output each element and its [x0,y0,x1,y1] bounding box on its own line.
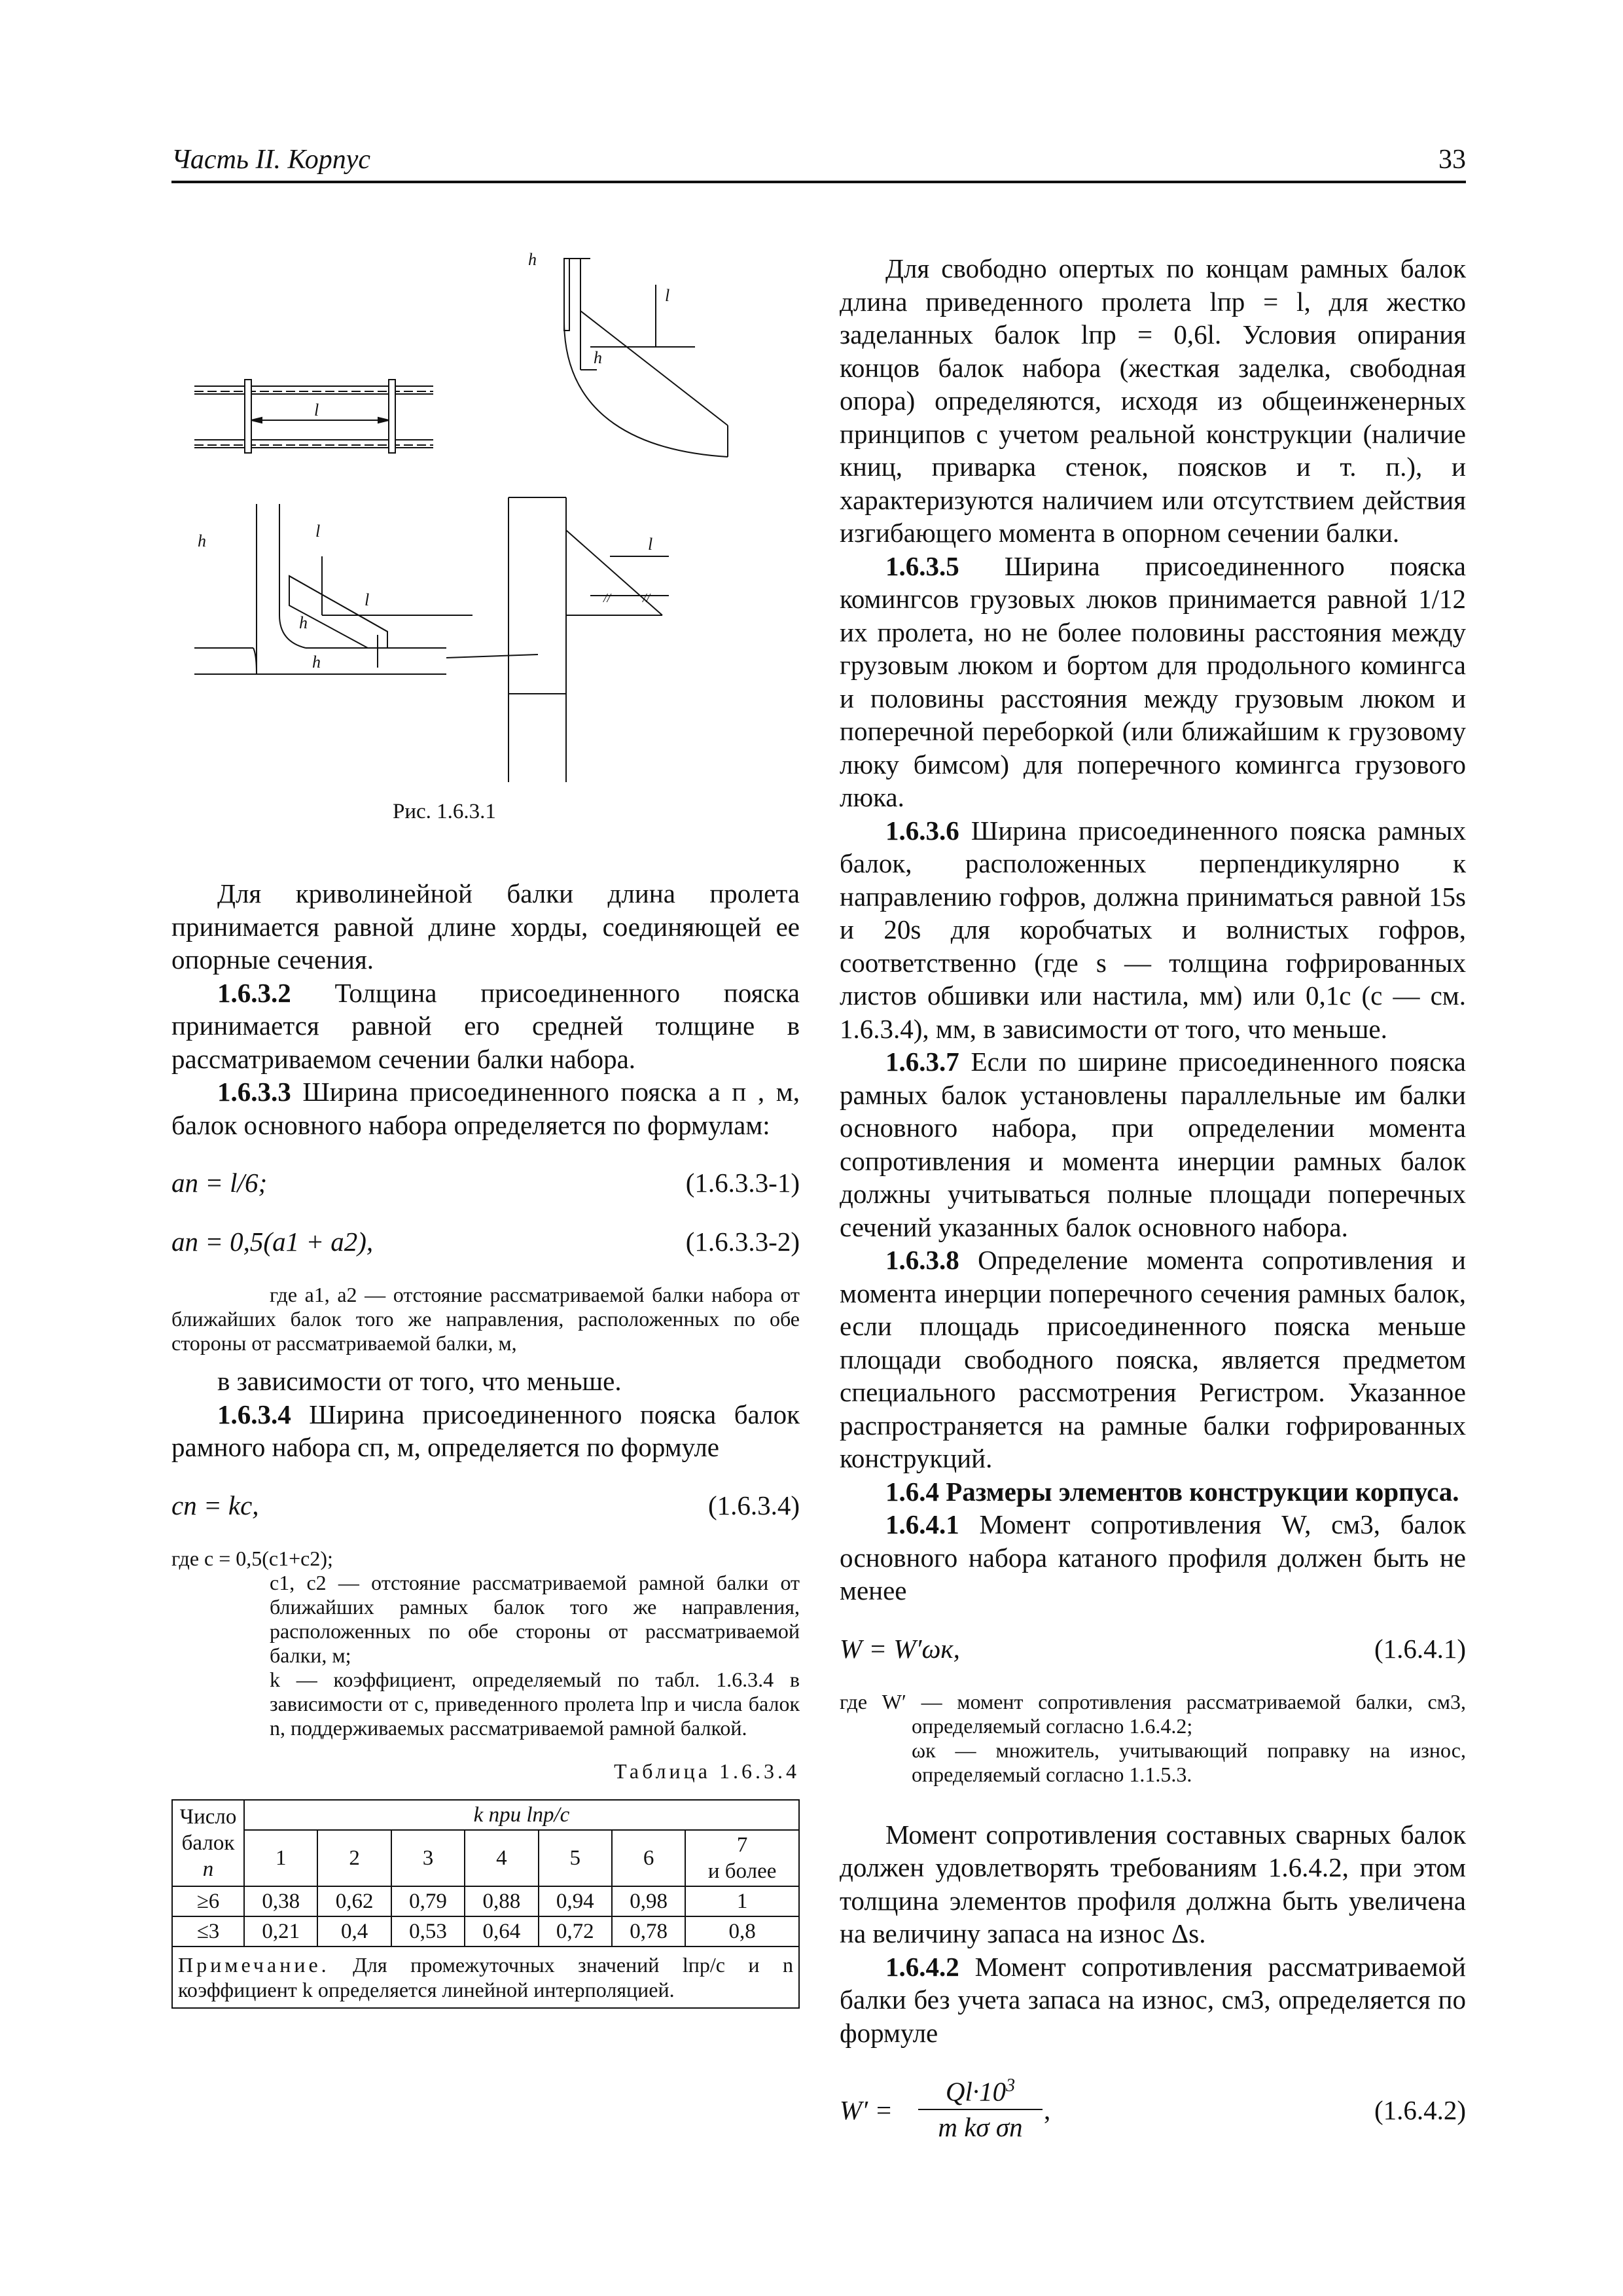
col-header: 4 [465,1830,538,1886]
heading-1-6-4: 1.6.4 Размеры элементов конструкции корпуса. [885,1476,1459,1507]
formula-1-6-3-3-1: aп = l/6; (1.6.3.3-1) [171,1168,800,1198]
para-whichever-less: в зависимости от того, что меньше. [217,1366,622,1396]
label-l-1: l [314,401,319,420]
header-beam-count: Число балок n [172,1800,244,1886]
para-1-6-3-6: 1.6.3.6 Ширина присоединенного пояска рамных балок, расположенных перпендикулярно к направлению гофров, должна приниматься равной 15s и 20s для коробчатых и волнистых гофров, соответственно (где s — толщина гофрированных листов обшивки или настила, мм) или 0,1c (c — см. 1.6.3.4), мм, в зависимости от того, что меньше. [840,815,1466,1044]
svg-text:l: l [648,535,653,554]
svg-text:h: h [312,653,321,672]
k-coefficient-table [171,1799,800,2009]
left-column [171,877,800,2009]
col-header: 1 [244,1830,317,1886]
para-1-6-4-1: 1.6.4.1 Момент сопротивления W, см3, балок основного набора катаного профиля должен быть не менее [840,1509,1466,1605]
beam-span-diagram [171,249,813,785]
svg-text:h: h [299,613,308,632]
table-caption: Таблица 1.6.3.4 [614,1759,800,1783]
table-row: ≤3 0,21 0,4 0,53 0,64 0,72 0,78 0,8 [172,1916,799,1946]
table-note: Примечание. Для промежуточных значений lпр/c и n коэффициент k определяется линейной интерполяцией. [172,1946,799,2008]
figure-caption: Рис. 1.6.3.1 [393,800,496,823]
para-1-6-3-4: 1.6.3.4 Ширина присоединенного пояска балок рамного набора cп, м, определяется по формуле [171,1399,800,1462]
col-header: 5 [539,1830,612,1886]
where-w-prime: где W′ — момент сопротивления рассматриваемой балки, см3, определяемый согласно 1.6.4.2; [840,1689,1466,1738]
curved-bracket-sketch [528,250,728,457]
svg-text:l: l [315,522,321,541]
header-k: k при lпр/c [244,1800,799,1830]
right-column [840,252,1466,2154]
svg-text:l: l [365,590,370,609]
formula-1-6-4-2: W′ = $Ql\cdot 10^3$ m kσ σn , (1.6.4.2) [840,2069,1466,2154]
formula-1-6-3-4: cп = kc, (1.6.3.4) [171,1490,800,1520]
para-welded-beams: Момент сопротивления составных сварных балок должен удовлетворять требованиям 1.6.4.2, при этом толщина элементов профиля должна быть увеличена на величину запаса на износ Δs. [840,1819,1466,1948]
svg-text:h: h [594,348,602,367]
col-header: 3 [391,1830,465,1886]
svg-text://: // [643,591,651,605]
where-c1-c2: c1, c2 — отстояние рассматриваемой рамной балки от ближайших рамных балок того же направления, расположенных по обе стороны от рассматриваемой балки, м; [270,1570,800,1667]
where-c: где c = 0,5(c1+c2); [171,1546,333,1570]
para-1-6-4-2: 1.6.4.2 Момент сопротивления рассматриваемой балки без учета запаса на износ, см3, определяется по формуле [840,1951,1466,2048]
svg-text://: // [603,591,611,605]
formula-1-6-3-3-2: aп = 0,5(a1 + a2), (1.6.3.3-2) [171,1227,800,1257]
para-1-6-3-2: 1.6.3.2 Толщина присоединенного пояска принимается равной его средней толщине в рассматриваемом сечении балки набора. [171,977,800,1074]
page-number: 33 [1438,145,1466,175]
table-row: ≥6 0,38 0,62 0,79 0,88 0,94 0,98 1 [172,1886,799,1916]
col-header: 2 [317,1830,391,1886]
para-1-6-3-3: 1.6.3.3 Ширина присоединенного пояска a п , м, балок основного набора определяется по формулам: [171,1077,800,1140]
column-bracket-sketch [508,497,669,782]
col-header: 6 [612,1830,685,1886]
running-title: Часть II. Корпус [171,145,371,175]
para-1-6-3-7: 1.6.3.7 Если по ширине присоединенного пояска рамных балок установлены параллельные им балки основного набора, при определении момента сопротивления и момента инерции рамных балок должны учитываться полные площади поперечных сечений указанных балок основного набора. [840,1047,1466,1242]
where-a1-a2: где a1, a2 — отстояние рассматриваемой балки набора от ближайших балок того же направления, расположенных по обе стороны от рассматриваемой балки, м, [171,1283,800,1355]
para-1-6-3-5: 1.6.3.5 Ширина присоединенного пояска комингсов грузовых люков принимается равной 1/12 их пролета, но не более половины расстояния между грузовым люком и бортом для продольного комингса и половины расстояния между грузовым люком и поперечной переборкой (или ближайшим к грузовому люку бимсом) для поперечного комингса грузового люка. [840,550,1466,812]
svg-text:h: h [528,250,537,269]
page-header [171,143,1466,183]
where-omega: ωк — множитель, учитывающий поправку на износ, определяемый согласно 1.1.5.3. [912,1738,1466,1786]
col-header: 7 и более [685,1830,799,1886]
knee-bracket-sketch [194,504,538,674]
where-k: k — коэффициент, определяемый по табл. 1.6.3.4 в зависимости от c, приведенного пролета lпр и числа балок n, поддерживаемых рассматриваемой рамной балкой. [270,1667,800,1740]
para-reduced-span: Для свободно опертых по концам рамных балок длина приведенного пролета lпр = l, для жестко заделанных балок lпр = 0,6l. Условия опирания концов балок набора (жесткая заделка, свободная опора) определяются, исходя из общеинженерных принципов с учетом реальной конструкции (наличие книц, приварка стенок, поясков и т. п.), и характеризуются наличием или отсутствием действия изгибающего момента в опорном сечении балки. [840,253,1466,548]
span-beam-sketch [194,380,433,453]
svg-text:l: l [665,286,670,305]
figure-1-6-3-1 [171,249,813,785]
formula-1-6-4-1: W = W′ωк, (1.6.4.1) [840,1633,1466,1664]
para-1-6-3-8: 1.6.3.8 Определение момента сопротивления и момента инерции поперечного сечения рамных балок, если площадь присоединенного пояска меньше площади свободного пояска, является предметом специального рассмотрения Регистром. Указанное распространяется на рамные балки гофрированных конструкций. [840,1245,1466,1473]
svg-text:h: h [198,531,206,550]
para-curvilinear: Для криволинейной балки длина пролета принимается равной длине хорды, соединяющей ее опорные сечения. [171,878,800,975]
